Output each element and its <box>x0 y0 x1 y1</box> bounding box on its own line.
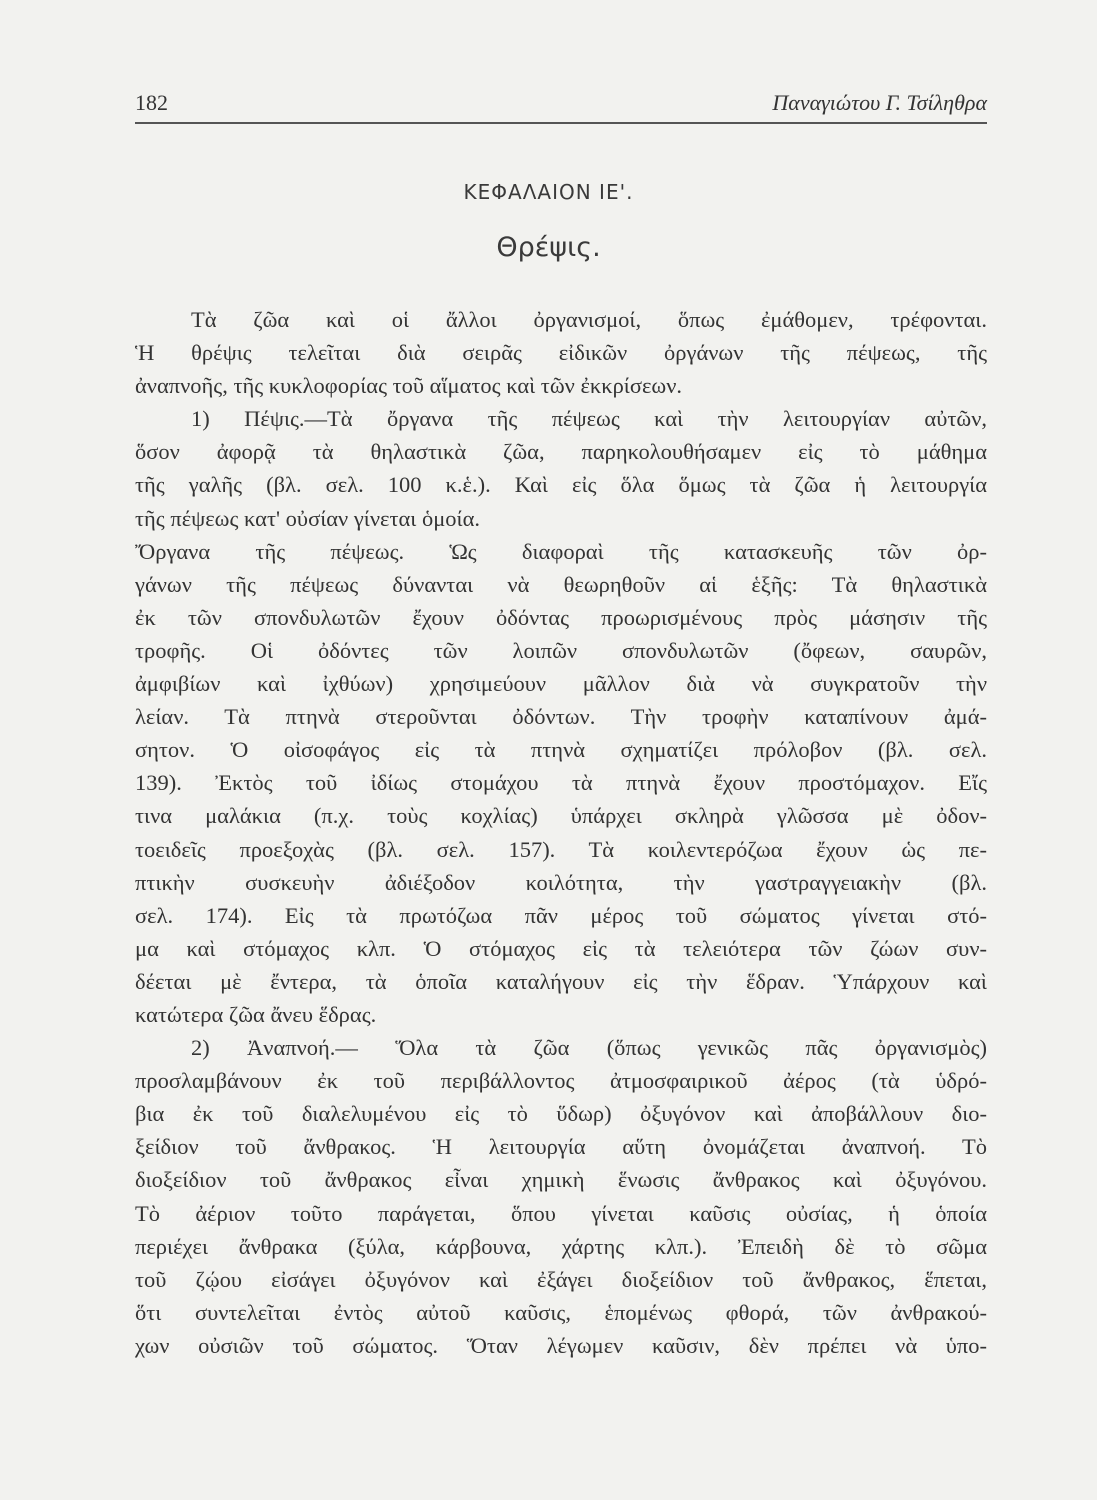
body-line: Ἡ θρέψις τελεῖται διὰ σειρᾶς εἰδικῶν ὀργάνων τῆς πέψεως, τῆς <box>135 340 987 366</box>
body-line: τροφῆς. Οἱ ὀδόντες τῶν λοιπῶν σπονδυλωτῶν (ὄφεων, σαυρῶν, <box>135 637 987 663</box>
body-line: σητον. Ὁ οἰσοφάγος εἰς τὰ πτηνὰ σχηματίζει πρόλοβον (βλ. σελ. <box>135 737 987 763</box>
body-line: δέεται μὲ ἔντερα, τὰ ὁποῖα καταλήγουν εἰς τὴν ἕδραν. Ὑπάρχουν καὶ <box>135 968 987 994</box>
body-line: ἀναπνοῆς, τῆς κυκλοφορίας τοῦ αἵματος καὶ τῶν ἐκκρίσεων. <box>135 373 683 399</box>
body-line: γάνων τῆς πέψεως δύνανται νὰ θεωρηθοῦν αἱ ἑξῆς: Τὰ θηλαστικὰ <box>135 571 987 597</box>
body-line: τῆς γαλῆς (βλ. σελ. 100 κ.ἑ.). Καὶ εἰς ὅλα ὅμως τὰ ζῶα ἡ λειτουργία <box>135 472 987 498</box>
body-line: βια ἐκ τοῦ διαλελυμένου εἰς τὸ ὕδωρ) ὀξυγόνον καὶ ἀποβάλλουν διο- <box>135 1101 987 1127</box>
body-line: σελ. 174). Εἰς τὰ πρωτόζωα πᾶν μέρος τοῦ σώματος γίνεται στό- <box>135 902 987 928</box>
body-line: Τὸ ἀέριον τοῦτο παράγεται, ὅπου γίνεται καῦσις οὐσίας, ἡ ὁποία <box>135 1200 987 1226</box>
running-head: Παναγιώτου Γ. Τσίληθρα <box>772 90 987 115</box>
body-line: διοξείδιον τοῦ ἄνθρακος εἶναι χημικὴ ἕνωσις ἄνθρακος καὶ ὀξυγόνου. <box>135 1167 987 1193</box>
body-line: τοειδεῖς προεξοχὰς (βλ. σελ. 157). Τὰ κοιλεντερόζωα ἔχουν ὡς πε- <box>135 836 987 862</box>
body-line: ἐκ τῶν σπονδυλωτῶν ἔχουν ὀδόντας προωρισμένους πρὸς μάσησιν τῆς <box>135 604 987 630</box>
body-line: ἀμφιβίων καὶ ἰχθύων) χρησιμεύουν μᾶλλον διὰ νὰ συγκρατοῦν τὴν <box>135 671 987 697</box>
body-line: τινα μαλάκια (π.χ. τοὺς κοχλίας) ὑπάρχει σκληρὰ γλῶσσα μὲ ὀδον- <box>135 803 987 829</box>
body-line: κατώτερα ζῶα ἄνευ ἕδρας. <box>135 1001 377 1027</box>
header-rule <box>135 122 987 124</box>
body-line: μα καὶ στόμαχος κλπ. Ὁ στόμαχος εἰς τὰ τελειότερα τῶν ζώων συν- <box>135 935 987 961</box>
body-line: τῆς πέψεως κατ' οὐσίαν γίνεται ὁμοία. <box>135 505 480 531</box>
body-line: Ὄργανα τῆς πέψεως. Ὡς διαφοραὶ τῆς κατασκευῆς τῶν ὀρ- <box>135 538 987 564</box>
page-header <box>135 90 987 122</box>
body-line: πτικὴν συσκευὴν ἀδιέξοδον κοιλότητα, τὴν γαστραγγειακὴν (βλ. <box>135 869 987 895</box>
body-line: 139). Ἐκτὸς τοῦ ἰδίως στομάχου τὰ πτηνὰ ἔχουν προστόμαχον. Εἴς <box>135 770 987 796</box>
body-line: τοῦ ζῴου εἰσάγει ὀξυγόνον καὶ ἐξάγει διοξείδιον τοῦ ἄνθρακος, ἕπεται, <box>135 1266 987 1292</box>
section-title: Θρέψις. <box>496 232 601 263</box>
body-line: ὅτι συντελεῖται ἐντὸς αὐτοῦ καῦσις, ἑπομένως φθορά, τῶν ἀνθρακού- <box>135 1299 987 1325</box>
body-line: λείαν. Τὰ πτηνὰ στεροῦνται ὀδόντων. Τὴν τροφὴν καταπίνουν ἀμά- <box>135 704 987 730</box>
body-line: ὅσον ἀφορᾷ τὰ θηλαστικὰ ζῶα, παρηκολουθήσαμεν εἰς τὸ μάθημα <box>135 439 987 465</box>
body-line: περιέχει ἄνθρακα (ξύλα, κάρβουνα, χάρτης κλπ.). Ἐπειδὴ δὲ τὸ σῶμα <box>135 1233 987 1259</box>
body-line: ξείδιον τοῦ ἄνθρακος. Ἡ λειτουργία αὕτη ὀνομάζεται ἀναπνοή. Τὸ <box>135 1134 987 1160</box>
chapter-heading: ΚΕΦΑΛΑΙΟΝ ΙΕ'. <box>463 180 634 204</box>
page-number: 182 <box>135 90 168 115</box>
body-text <box>135 303 987 1362</box>
body-line: 2) Ἀναπνοή.— Ὅλα τὰ ζῶα (ὅπως γενικῶς πᾶς ὀργανισμὸς) <box>191 1035 987 1061</box>
body-line: Τὰ ζῶα καὶ οἱ ἄλλοι ὀργανισμοί, ὅπως ἐμάθομεν, τρέφονται. <box>191 307 987 332</box>
body-line: χων οὐσιῶν τοῦ σώματος. Ὅταν λέγωμεν καῦσιν, δὲν πρέπει νὰ ὑπο- <box>135 1332 987 1358</box>
body-line: 1) Πέψις.—Τὰ ὄργανα τῆς πέψεως καὶ τὴν λειτουργίαν αὐτῶν, <box>191 406 987 432</box>
body-line: προσλαμβάνουν ἐκ τοῦ περιβάλλοντος ἀτμοσφαιρικοῦ ἀέρος (τὰ ὑδρό- <box>135 1068 987 1094</box>
